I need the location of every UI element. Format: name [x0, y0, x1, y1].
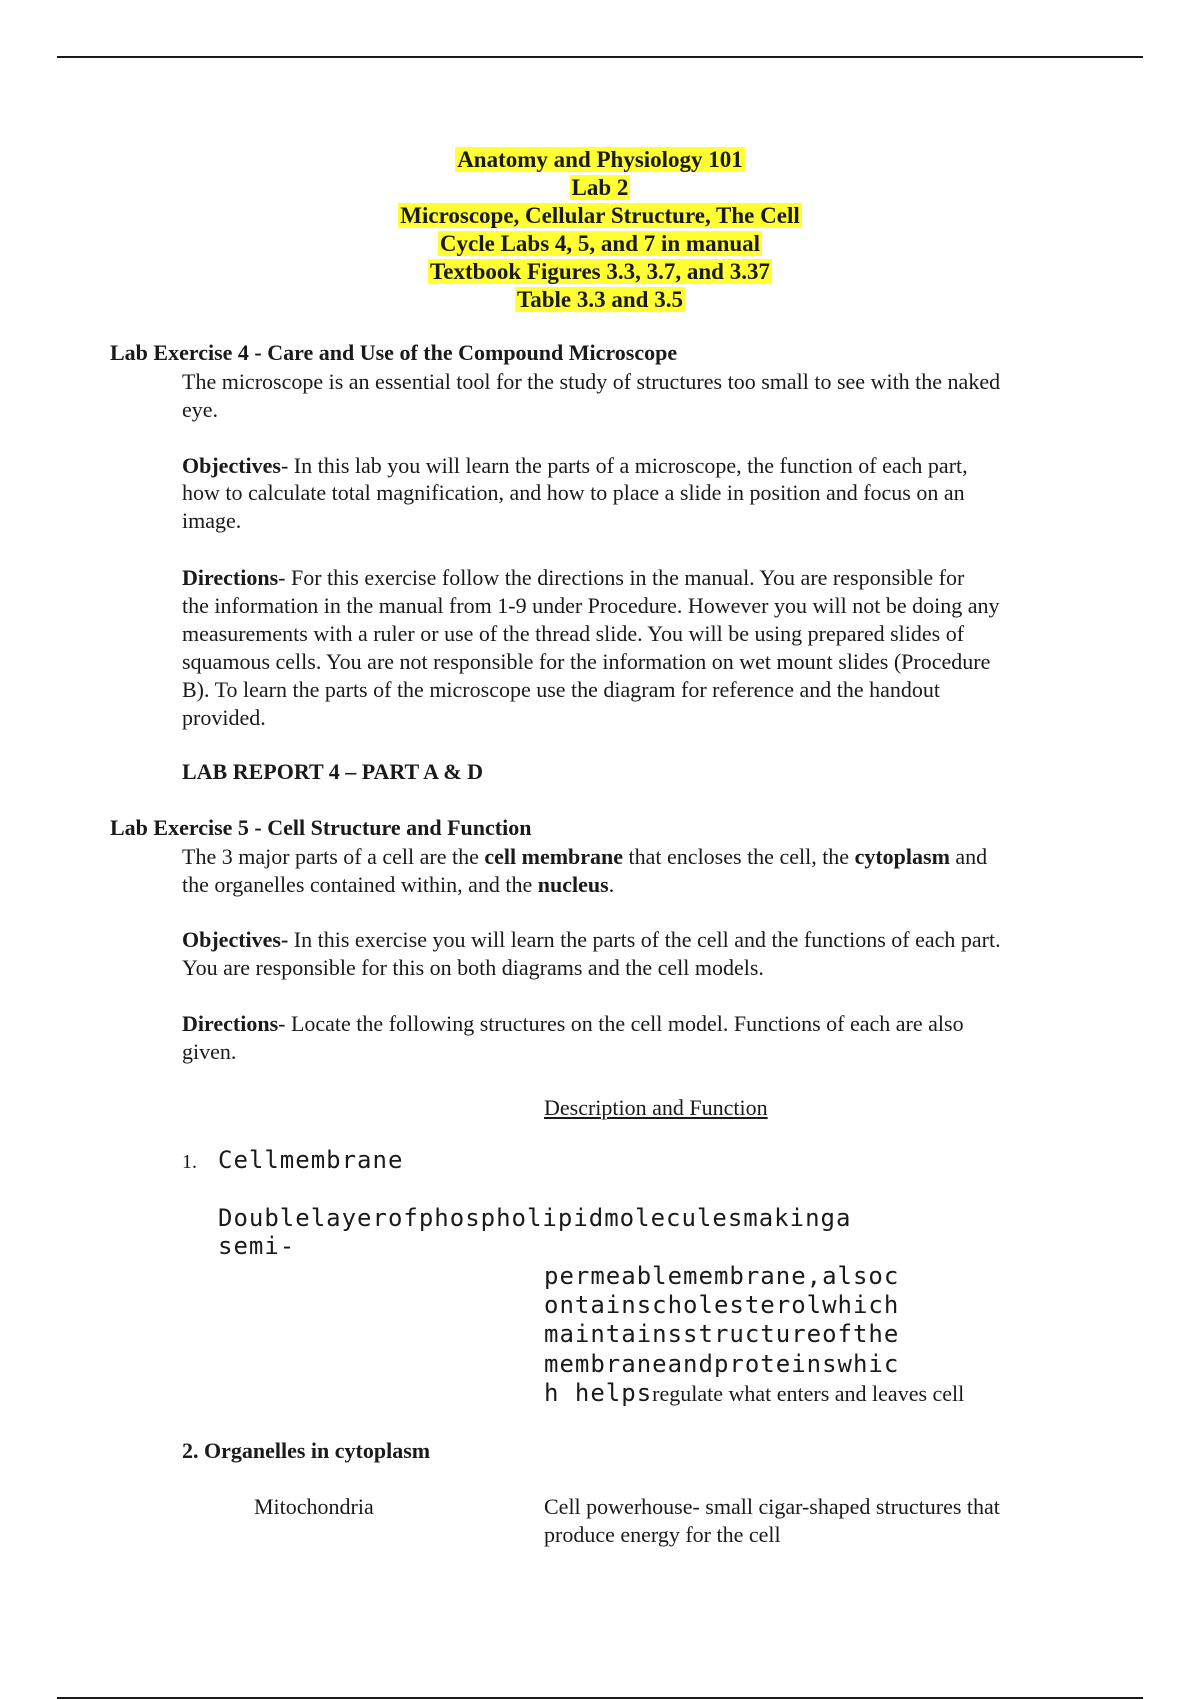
title-line-3: Microscope, Cellular Structure, The Cell: [400, 203, 800, 228]
item1-desc-2: ontainscholesterolwhich: [544, 1291, 900, 1319]
bottom-rule: [57, 1697, 1143, 1699]
top-rule: [57, 56, 1143, 58]
title-line-6: Table 3.3 and 3.5: [517, 287, 683, 312]
mitochondria-desc-1: Cell powerhouse- small cigar-shaped structures that: [544, 1494, 1000, 1519]
title-line-2: Lab 2: [571, 175, 629, 200]
objectives-label: Objectives-: [182, 927, 289, 952]
mitochondria-name: Mitochondria: [254, 1494, 374, 1519]
exercise4-intro-line-2: eye.: [182, 397, 219, 422]
item1-desc-3: maintainsstructureofthe: [544, 1320, 900, 1348]
mitochondria-desc-2: produce energy for the cell: [544, 1522, 781, 1547]
exercise5-directions-line-2: given.: [182, 1039, 237, 1064]
item1-line-1: Doublelayerofphospholipidmoleculesmakinga: [218, 1204, 852, 1232]
exercise4-directions-line-1: Directions- For this exercise follow the directions in the manual. You are responsible for: [182, 565, 965, 590]
term-cell-membrane: cell membrane: [484, 844, 624, 869]
exercise4-directions-line-2: the information in the manual from 1-9 under Procedure. However you will not be doing any: [182, 593, 1000, 618]
term-nucleus: nucleus: [537, 872, 609, 897]
objectives-label: Objectives: [182, 453, 281, 478]
exercise4-directions-line-5: B). To learn the parts of the microscope use the diagram for reference and the handout: [182, 677, 940, 702]
exercise4-objectives-line-1: Objectives- In this lab you will learn the parts of a microscope, the function of each part,: [182, 453, 968, 478]
title-line-4: Cycle Labs 4, 5, and 7 in manual: [439, 231, 761, 256]
item1-line-2: semi-: [218, 1232, 296, 1260]
title-line-1: Anatomy and Physiology 101: [457, 147, 743, 172]
exercise4-directions-line-4: squamous cells. You are not responsible for the information on wet mount slides (Procedure: [182, 649, 991, 674]
exercise5-intro-line-2: the organelles contained within, and the nucleus.: [182, 872, 615, 897]
item1-name: Cellmembrane: [218, 1146, 404, 1174]
title-block: [0, 146, 1200, 314]
item1-desc-5: h helpsregulate what enters and leaves cell: [544, 1379, 965, 1407]
item1-desc-1: permeablemembrane,alsoc: [544, 1262, 900, 1290]
title-line-5: Textbook Figures 3.3, 3.7, and 3.37: [430, 259, 770, 284]
exercise4-directions-line-6: provided.: [182, 705, 266, 730]
column-header: Description and Function: [544, 1095, 768, 1120]
item2-heading: 2. Organelles in cytoplasm: [182, 1438, 431, 1463]
term-cytoplasm: cytoplasm: [854, 844, 950, 869]
exercise5-directions-line-1: Directions- Locate the following structures on the cell model. Functions of each are also: [182, 1011, 964, 1036]
lab-report-4: LAB REPORT 4 – PART A & D: [182, 759, 483, 784]
exercise4-objectives-line-2: how to calculate total magnification, and how to place a slide in position and focus on an: [182, 480, 965, 505]
item1-number: 1.: [182, 1151, 197, 1173]
exercise5-objectives-line-1: Objectives- In this exercise you will learn the parts of the cell and the functions of each part.: [182, 927, 1001, 952]
exercise4-objectives-line-3: image.: [182, 508, 242, 533]
directions-label: Directions: [182, 565, 279, 590]
item1-desc-4: membraneandproteinswhic: [544, 1350, 900, 1378]
exercise4-heading: Lab Exercise 4 - Care and Use of the Compound Microscope: [110, 340, 678, 365]
exercise4-directions-line-3: measurements with a ruler or use of the thread slide. You will be using prepared slides of: [182, 621, 965, 646]
directions-label: Directions: [182, 1011, 279, 1036]
exercise5-intro-line-1: The 3 major parts of a cell are the cell membrane that encloses the cell, the cytoplasm and: [182, 844, 988, 869]
exercise5-heading: Lab Exercise 5 - Cell Structure and Function: [110, 815, 532, 840]
exercise4-intro-line-1: The microscope is an essential tool for the study of structures too small to see with the naked: [182, 369, 1001, 394]
exercise5-objectives-line-2: You are responsible for this on both diagrams and the cell models.: [182, 955, 764, 980]
